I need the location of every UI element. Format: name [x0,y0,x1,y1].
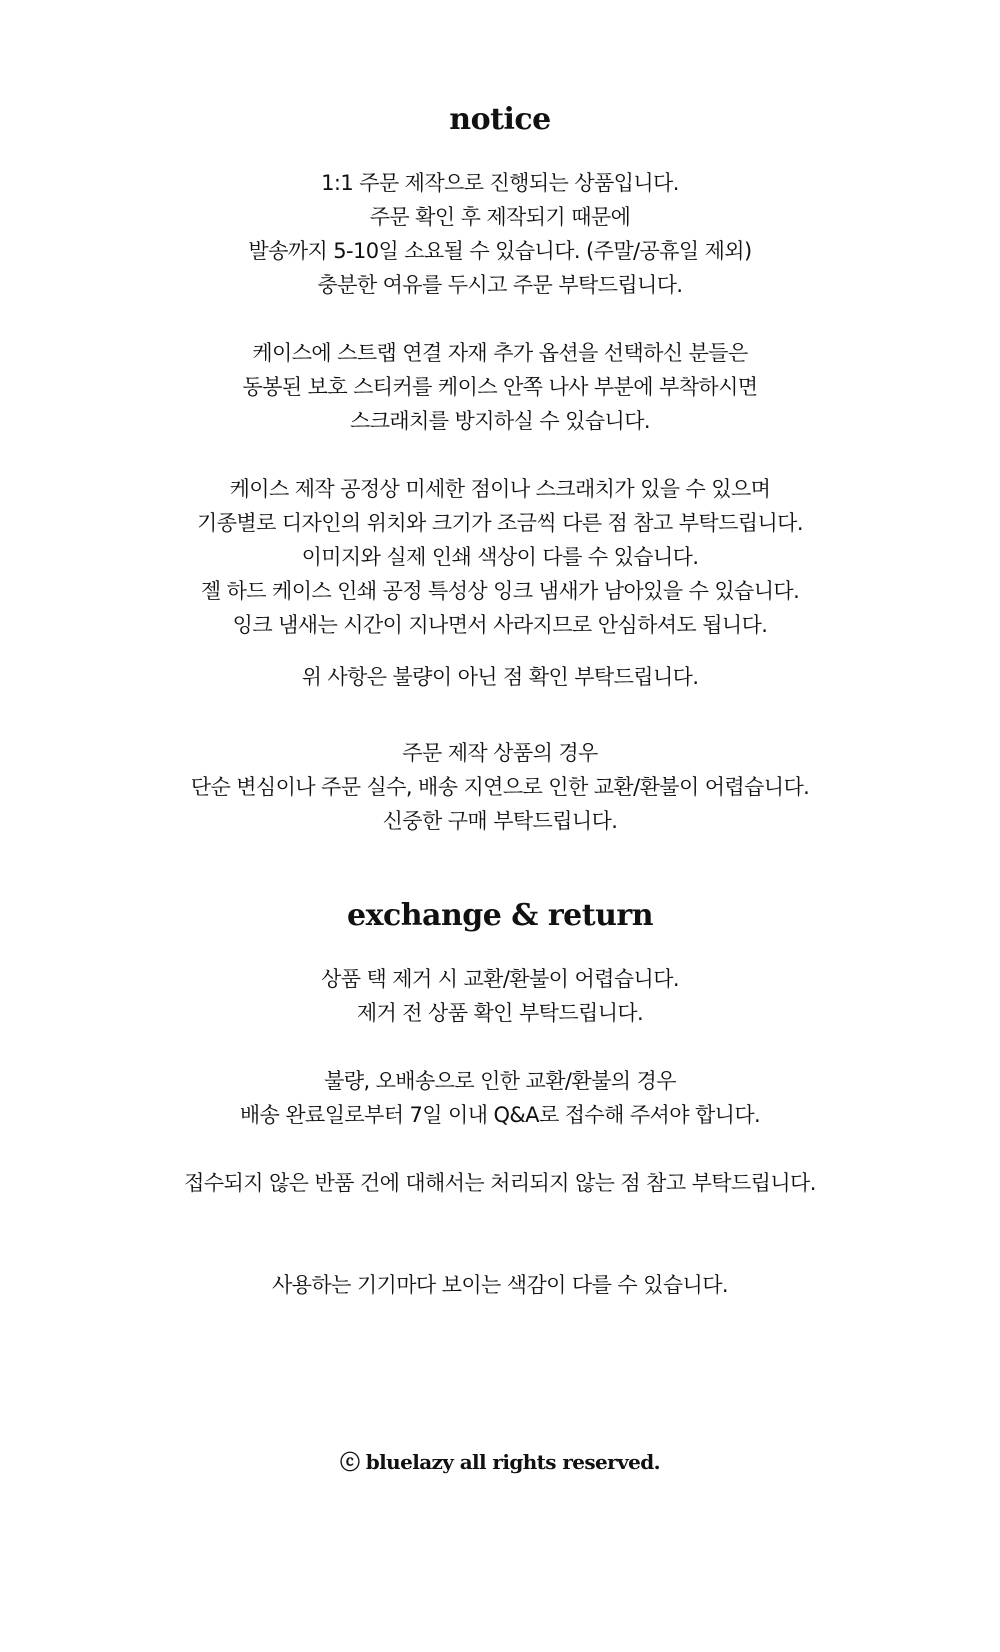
notice-line: 단순 변심이나 주문 실수, 배송 지연으로 인한 교환/환불이 어렵습니다. [190,775,810,799]
notice-line: 위 사항은 불량이 아닌 점 확인 부탁드립니다. [301,665,699,689]
notice-line: 주문 확인 후 제작되기 때문에 [369,205,631,229]
notice-line: 동봉된 보호 스티커를 케이스 안쪽 나사 부분에 부착하시면 [242,375,758,399]
notice-line: 케이스 제작 공정상 미세한 점이나 스크래치가 있을 수 있으며 [229,477,771,501]
exchange-line: 불량, 오배송으로 인한 교환/환불의 경우 [324,1069,676,1093]
notice-line: 케이스에 스트랩 연결 자재 추가 옵션을 선택하신 분들은 [252,341,748,365]
notice-line: 신중한 구매 부탁드립니다. [382,809,618,833]
notice-line: 충분한 여유를 두시고 주문 부탁드립니다. [317,273,683,297]
notice-line: 잉크 냄새는 시간이 지나면서 사라지므로 안심하셔도 됩니다. [232,613,768,637]
notice-line: 발송까지 5-10일 소요될 수 있습니다. (주말/공휴일 제외) [248,239,752,263]
notice-title: notice [449,102,551,137]
exchange-line: 상품 택 제거 시 교환/환불이 어렵습니다. [321,967,679,991]
notice-line: 젤 하드 케이스 인쇄 공정 특성상 잉크 냄새가 남아있을 수 있습니다. [200,579,800,603]
exchange-line: 배송 완료일로부터 7일 이내 Q&A로 접수해 주셔야 합니다. [239,1103,761,1127]
notice-line: 1:1 주문 제작으로 진행되는 상품입니다. [321,171,679,195]
exchange-line: 접수되지 않은 반품 건에 대해서는 처리되지 않는 점 참고 부탁드립니다. [184,1171,816,1195]
exchange-title: exchange & return [346,898,654,933]
copyright-footer: ⓒ bluelazy all rights reserved. [339,1450,661,1474]
notice-line: 기종별로 디자인의 위치와 크기가 조금씩 다른 점 참고 부탁드립니다. [197,511,803,535]
exchange-line: 사용하는 기기마다 보이는 색감이 다를 수 있습니다. [272,1273,728,1297]
notice-line: 스크래치를 방지하실 수 있습니다. [350,409,650,433]
notice-line: 이미지와 실제 인쇄 색상이 다를 수 있습니다. [301,545,699,569]
exchange-line: 제거 전 상품 확인 부탁드립니다. [356,1001,644,1025]
notice-line: 주문 제작 상품의 경우 [402,741,598,765]
